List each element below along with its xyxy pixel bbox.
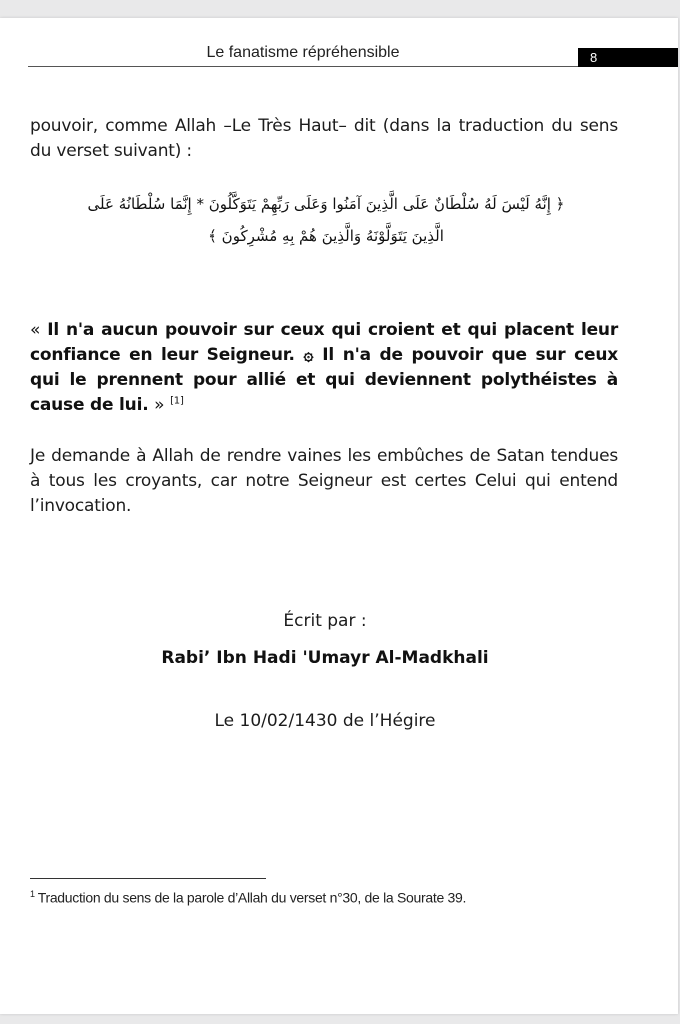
footnote-reference[interactable]: [1] xyxy=(170,395,184,407)
verse-translation xyxy=(30,318,618,418)
written-by-label: Écrit par : xyxy=(283,611,367,631)
quote-part-1: Il n'a aucun pouvoir sur ceux qui croient et qui placent leur confiance en leur Seigneur. xyxy=(30,320,619,365)
quote-close: » xyxy=(154,395,165,415)
intro-paragraph: pouvoir, comme Allah –Le Très Haut– dit (dans la traduction du sens du verset suivant) : xyxy=(30,116,618,161)
author-name: Rabi’ Ibn Hadi 'Umayr Al-Madkhali xyxy=(161,648,489,668)
footnote xyxy=(30,889,630,906)
quote-part-2: Il n'a de pouvoir que sur ceux qui le prennent pour allié et qui deviennent polythéistes à cause de lui. xyxy=(30,345,619,415)
page-number: 8 xyxy=(590,50,598,65)
footnote-divider xyxy=(30,878,266,879)
hijri-date: Le 10/02/1430 de l’Hégire xyxy=(214,711,436,731)
arabic-verse-line-1: ﴿ إِنَّهُ لَيْسَ لَهُ سُلْطَانٌ عَلَى الَّذِينَ آمَنُوا وَعَلَى رَبِّهِمْ يَتَوَكَّلُونَ * إِنَّمَا سُلْطَانُهُ عَلَى xyxy=(87,195,565,213)
footnote-number: 1 xyxy=(30,889,35,899)
closing-paragraph: Je demande à Allah de rendre vaines les embûches de Satan tendues à tous les croyants, car notre Seigneur est certes Celui qui entend l’invocation. xyxy=(30,446,618,516)
arabic-verse xyxy=(60,188,592,252)
page-header xyxy=(28,42,678,70)
quote-open: « xyxy=(30,320,41,340)
header-rule xyxy=(28,66,580,67)
running-title: Le fanatisme répréhensible xyxy=(206,44,400,61)
document-page xyxy=(0,18,678,1014)
arabic-verse-line-2: الَّذِينَ يَتَوَلَّوْنَهُ وَالَّذِينَ هُمْ بِهِ مُشْرِكُونَ ﴾ xyxy=(208,227,444,245)
page-number-box xyxy=(578,48,678,67)
verse-separator-icon: ۞ xyxy=(303,345,314,365)
footnote-text: Traduction du sens de la parole d’Allah du verset n°30, de la Sourate 39. xyxy=(37,889,467,906)
